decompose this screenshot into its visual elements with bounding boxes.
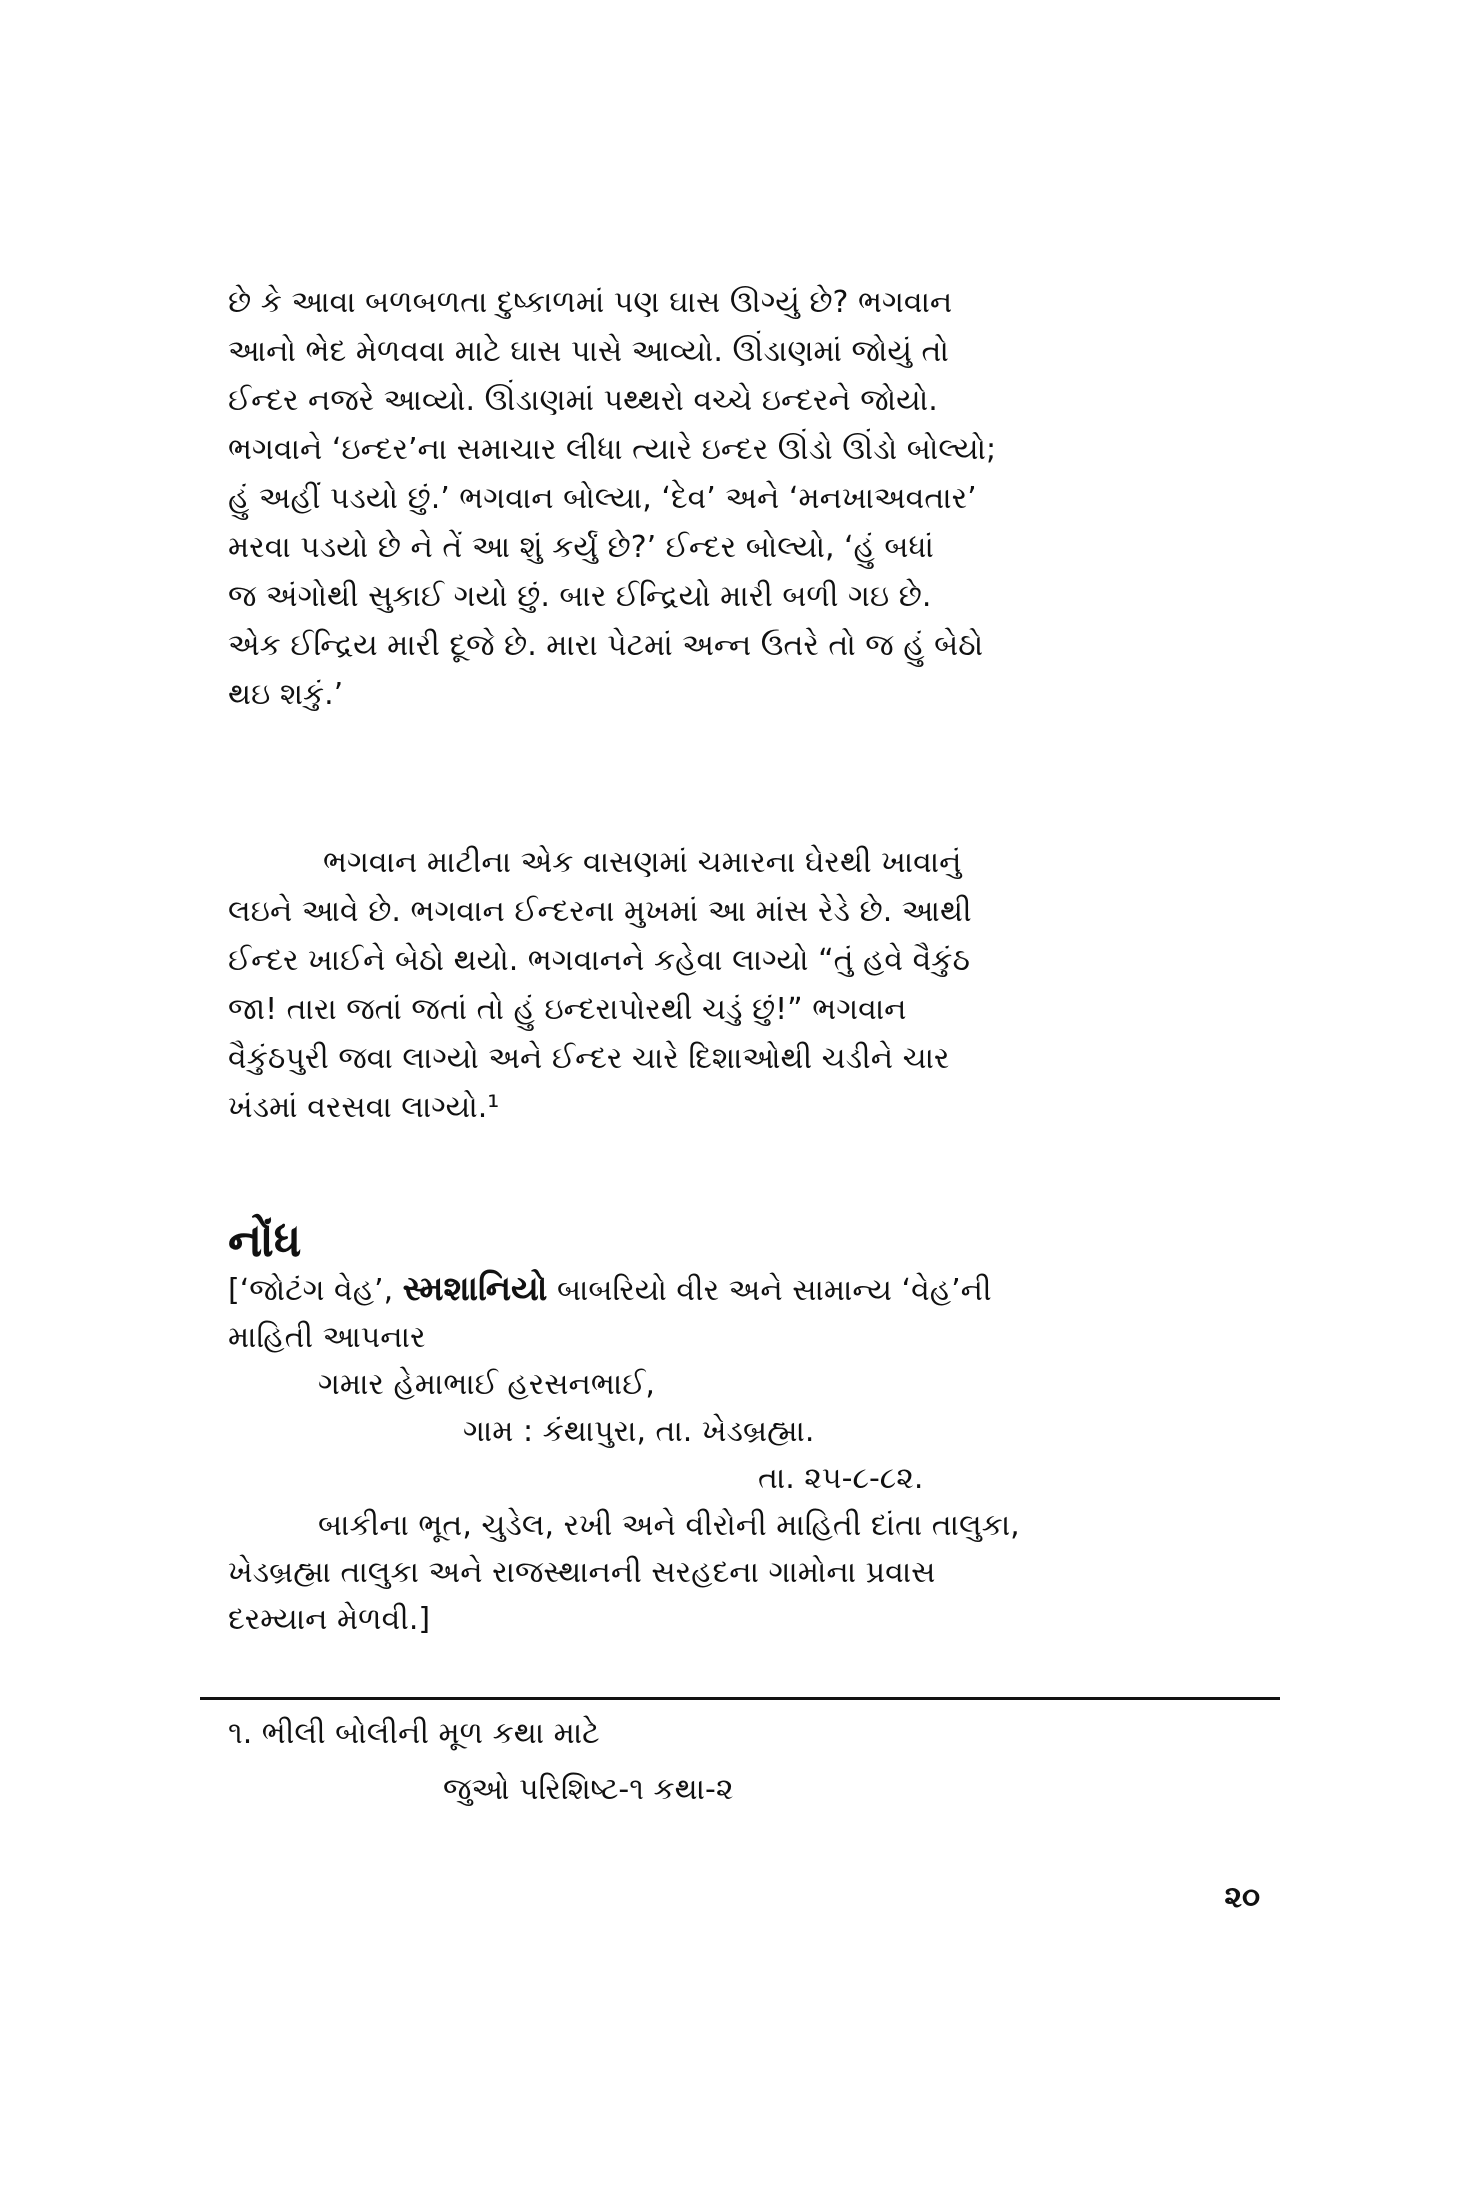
informant-village: ગામ : કંથાપુરા, તા. ખેડબ્રહ્મા. — [463, 1414, 815, 1449]
text-line: હું અહીં પડયો છું.’ ભગવાન બોલ્યા, ‘દેવ’ અને ‘મનખાઅવતાર’ — [228, 481, 977, 516]
note-line-1-start: [‘જોટંગ વેહ’, — [228, 1273, 403, 1308]
note-rest-line: બાકીના ભૂત, ચુડેલ, રખી અને વીરોની માહિતી દાંતા તાલુકા, — [318, 1508, 1020, 1543]
text-line: લઇને આવે છે. ભગવાન ઈન્દરના મુખમાં આ માંસ રેડે છે. આથી — [228, 894, 972, 929]
footnote — [228, 1706, 1258, 1818]
footnote-line-1: ૧. ભીલી બોલીની મૂળ કથા માટે — [228, 1716, 600, 1751]
text-line: છે કે આવા બળબળતા દુષ્કાળમાં પણ ઘાસ ઊગ્યું છે? ભગવાન — [228, 285, 953, 320]
text-line: મરવા પડયો છે ને તેં આ શું કર્યું છે?’ ઈન્દર બોલ્યો, ‘હું બધાં — [228, 530, 934, 565]
note-line-1-end: બાબરિયો વીર અને સામાન્ય ‘વેહ’ની — [547, 1273, 992, 1308]
informant-name: ગમાર હેમાભાઈ હરસનભાઈ, — [318, 1367, 655, 1402]
note-rest-line: દરમ્યાન મેળવી.] — [228, 1602, 431, 1637]
note-body — [228, 1266, 1258, 1643]
footnote-line-2: જુઓ પરિશિષ્ટ-૧ કથા-૨ — [443, 1772, 734, 1807]
paragraph-1 — [228, 278, 1258, 719]
text-line: જ અંગોથી સુકાઈ ગયો છું. બાર ઈન્દ્રિયો મારી બળી ગઇ છે. — [228, 579, 932, 614]
text-line: જા! તારા જતાં જતાં તો હું ઇન્દરાપોરથી ચડું છું!” ભગવાન — [228, 992, 907, 1027]
note-bold-word: સ્મશાનિયો — [402, 1269, 548, 1309]
paragraph-2 — [228, 838, 1258, 1132]
text-line: ભગવાન માટીના એક વાસણમાં ચમારના ઘેરથી ખાવાનું — [323, 845, 962, 880]
text-line: આનો ભેદ મેળવવા માટે ઘાસ પાસે આવ્યો. ઊંડાણમાં જોયું તો — [228, 334, 949, 369]
note-line-2: માહિતી આપનાર — [228, 1320, 426, 1355]
text-line: ખંડમાં વરસવા લાગ્યો.¹ — [228, 1090, 500, 1125]
text-line: વૈકુંઠપુરી જવા લાગ્યો અને ઈન્દર ચારે દિશાઓથી ચડીને ચાર — [228, 1041, 950, 1076]
note-heading: નોંધ — [228, 1213, 302, 1267]
text-line: ભગવાને ‘ઇન્દર’ના સમાચાર લીધા ત્યારે ઇન્દર ઊંડો ઊંડો બોલ્યો; — [228, 432, 997, 467]
informant-date: તા. ૨૫-૮-૮૨. — [758, 1461, 924, 1496]
footnote-divider — [200, 1697, 1280, 1700]
note-line-1 — [228, 1266, 1258, 1314]
page-number: ૨૦ — [1224, 1880, 1260, 1915]
text-line: ઈન્દર ખાઈને બેઠો થયો. ભગવાનને કહેવા લાગ્યો “તું હવે વૈકુંઠ — [228, 943, 970, 978]
note-rest-line: ખેડબ્રહ્મા તાલુકા અને રાજસ્થાનની સરહદના ગામોના પ્રવાસ — [228, 1555, 936, 1590]
text-line: થઇ શકું.’ — [228, 677, 344, 712]
text-line: એક ઈન્દ્રિય મારી દૂજે છે. મારા પેટમાં અન્ન ઉતરે તો જ હું બેઠો — [228, 628, 984, 663]
text-line: ઈન્દર નજરે આવ્યો. ઊંડાણમાં પથ્થરો વચ્ચે ઇન્દરને જોયો. — [228, 383, 938, 418]
